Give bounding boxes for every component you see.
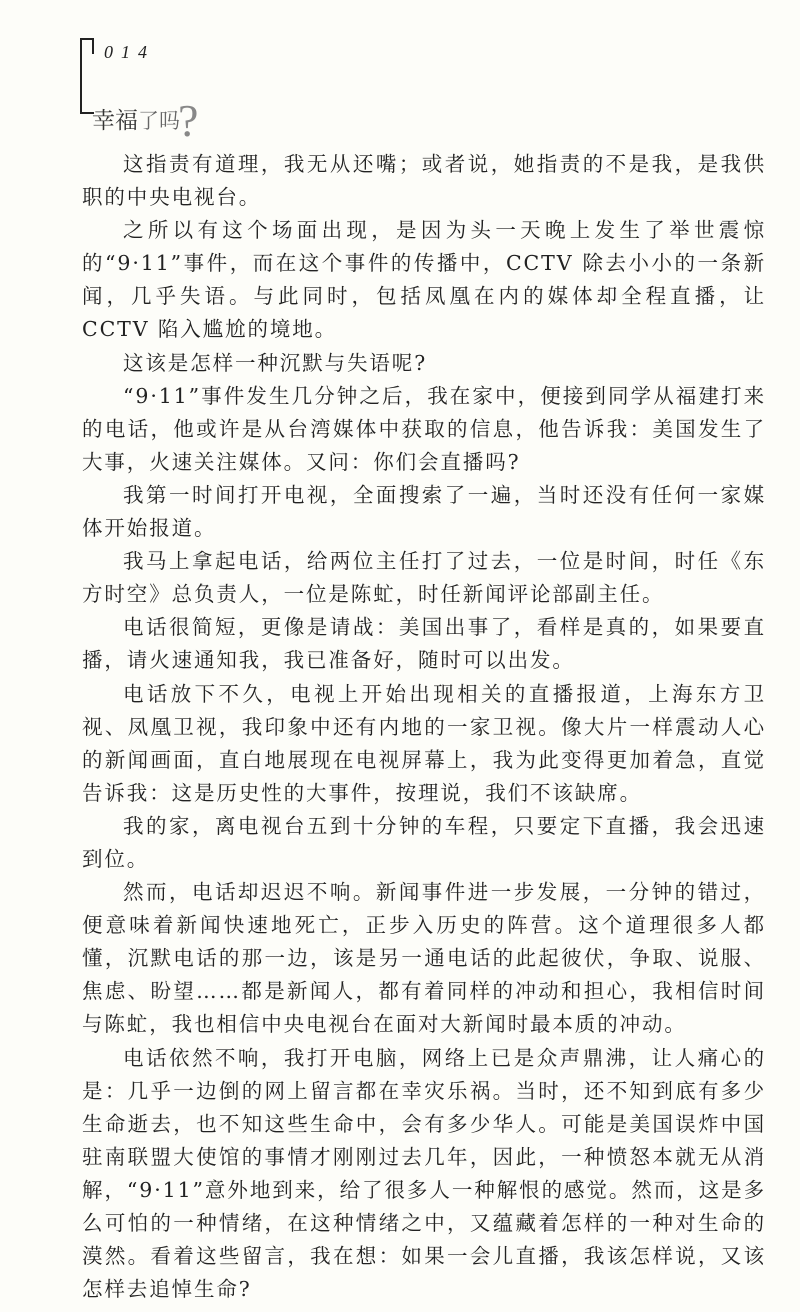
book-title xyxy=(92,86,199,146)
paragraph: “9·11”事件发生几分钟之后，我在家中，便接到同学从福建打来的电话，他或许是从台湾媒体中获取的信息，他告诉我：美国发生了大事，火速关注媒体。又问：你们会直播吗? xyxy=(82,383,766,474)
paragraph: 电话放下不久，电视上开始出现相关的直播报道，上海东方卫视、凤凰卫视，我印象中还有内地的一家卫视。像大片一样震动人心的新闻画面，直白地展现在电视屏幕上，我为此变得更加着急，直觉告诉我：这是历史性的大事件，按理说，我们不该缺席。 xyxy=(82,681,766,805)
header-bracket-tick xyxy=(92,38,94,54)
paragraph: 然而，电话却迟迟不响。新闻事件进一步发展，一分钟的错过，便意味着新闻快速地死亡，正步入历史的阵营。这个道理很多人都懂，沉默电话的那一边，该是另一通电话的此起彼伏，争取、说服、焦虑、盼望……都是新闻人，都有着同样的冲动和担心，我相信时间与陈虻，我也相信中央电视台在面对大新闻时最本质的冲动。 xyxy=(82,880,766,1037)
paragraph: 我马上拿起电话，给两位主任打了过去，一位是时间，时任《东方时空》总负责人，一位是陈虻，时任新闻评论部副主任。 xyxy=(82,549,766,607)
paragraph: 这指责有道理，我无从还嘴；或者说，她指责的不是我，是我供职的中央电视台。 xyxy=(82,152,766,210)
running-header xyxy=(80,38,280,146)
paragraph: 这该是怎样一种沉默与失语呢? xyxy=(123,350,428,375)
question-mark-icon: ? xyxy=(178,95,199,146)
paragraph: 电话很简短，更像是请战：美国出事了，看样是真的，如果要直播，请火速通知我，我已准备好，随时可以出发。 xyxy=(82,615,766,673)
paragraph: 电话依然不响，我打开电脑，网络上已是众声鼎沸，让人痛心的是：几乎一边倒的网上留言都在幸灾乐祸。当时，还不知到底有多少生命逝去，也不知这些生命中，会有多少华人。可能是美国误炸中国驻南联盟大使馆的事情才刚刚过去几年，因此，一种愤怒本就无从消解，“9·11”意外地到来，给了很多人一种解恨的感觉。然而，这是多么可怕的一种情绪，在这种情绪之中，又蕴藏着怎样的一种对生命的漠然。看着这些留言，我在想：如果一会儿直播，我该怎样说，又该怎样去追悼生命? xyxy=(82,1045,766,1302)
book-title-light: 了吗 xyxy=(138,109,180,133)
page-number: 014 xyxy=(104,42,155,62)
paragraph: 之所以有这个场面出现，是因为头一天晚上发生了举世震惊的“9·11”事件，而在这个事件的传播中，CCTV 除去小小的一条新闻，几乎失语。与此同时，包括凤凰在内的媒体却全程直播，让 CCTV 陷入尴尬的境地。 xyxy=(82,218,766,342)
body-text xyxy=(82,148,766,1306)
paragraph: 我的家，离电视台五到十分钟的车程，只要定下直播，我会迅速到位。 xyxy=(82,813,766,871)
book-title-main: 幸福 xyxy=(92,108,138,134)
paragraph: 我第一时间打开电视，全面搜索了一遍，当时还没有任何一家媒体开始报道。 xyxy=(82,482,766,541)
